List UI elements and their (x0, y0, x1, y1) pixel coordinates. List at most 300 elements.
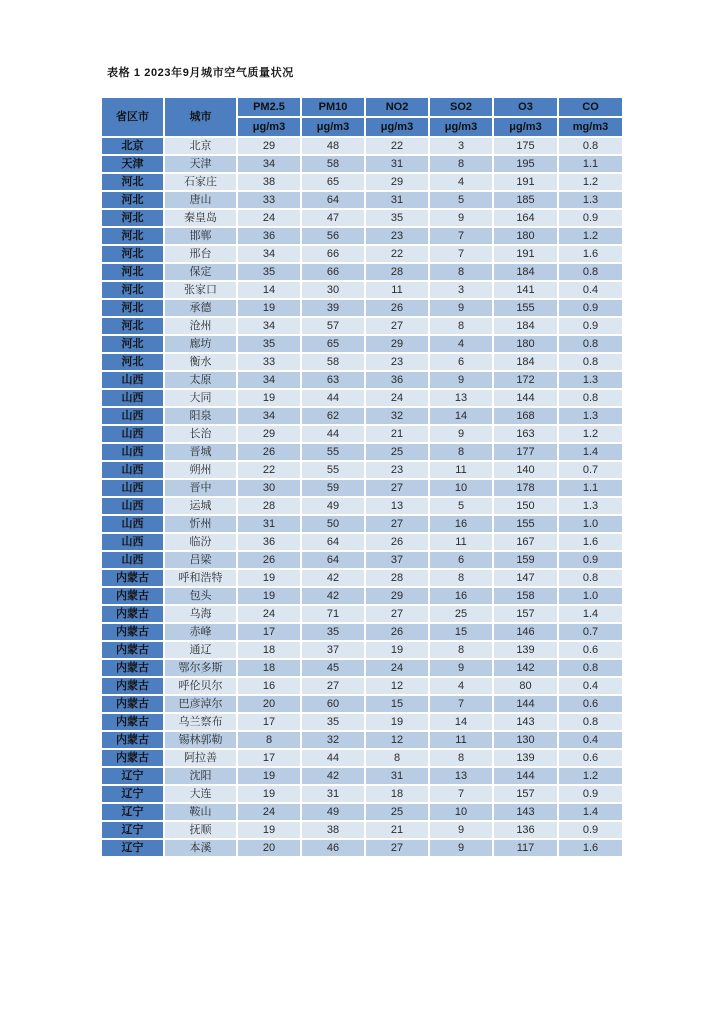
table-row (101, 137, 623, 155)
no2-cell: 21 (365, 821, 429, 839)
table-caption: 表格 1 2023年9月城市空气质量状况 (107, 67, 294, 79)
pm25-cell: 29 (237, 425, 301, 443)
table-row (101, 245, 623, 263)
header-row-names (101, 97, 623, 117)
table-row (101, 479, 623, 497)
table-row (101, 461, 623, 479)
pm10-cell: 55 (301, 443, 365, 461)
city-cell: 长治 (164, 425, 237, 443)
province-cell: 山西 (101, 371, 164, 389)
table-row (101, 533, 623, 551)
pm25-cell: 19 (237, 389, 301, 407)
o3-cell: 164 (493, 209, 558, 227)
table-row (101, 173, 623, 191)
pm25-cell: 22 (237, 461, 301, 479)
table-row (101, 659, 623, 677)
so2-cell: 7 (429, 695, 493, 713)
pm25-cell: 17 (237, 749, 301, 767)
pm10-cell: 44 (301, 389, 365, 407)
city-cell: 衡水 (164, 353, 237, 371)
table-row (101, 263, 623, 281)
pm25-cell: 30 (237, 479, 301, 497)
co-cell: 1.3 (558, 191, 623, 209)
so2-cell: 11 (429, 533, 493, 551)
pm25-cell: 19 (237, 767, 301, 785)
so2-cell: 10 (429, 803, 493, 821)
province-cell: 内蒙古 (101, 659, 164, 677)
city-cell: 赤峰 (164, 623, 237, 641)
o3-cell: 195 (493, 155, 558, 173)
pm10-cell: 42 (301, 767, 365, 785)
so2-cell: 14 (429, 713, 493, 731)
province-cell: 内蒙古 (101, 623, 164, 641)
pm10-cell: 59 (301, 479, 365, 497)
city-cell: 天津 (164, 155, 237, 173)
province-cell: 山西 (101, 551, 164, 569)
city-cell: 呼伦贝尔 (164, 677, 237, 695)
pm25-cell: 31 (237, 515, 301, 533)
city-cell: 抚顺 (164, 821, 237, 839)
pm25-cell: 19 (237, 299, 301, 317)
o3-cell: 144 (493, 389, 558, 407)
table-row (101, 335, 623, 353)
pm25-cell: 34 (237, 371, 301, 389)
o3-cell: 168 (493, 407, 558, 425)
city-cell: 鞍山 (164, 803, 237, 821)
pm10-cell: 46 (301, 839, 365, 857)
no2-cell: 27 (365, 479, 429, 497)
o3-cell: 163 (493, 425, 558, 443)
header-pollutant-name: O3 (493, 97, 558, 117)
city-cell: 晋中 (164, 479, 237, 497)
no2-cell: 19 (365, 641, 429, 659)
city-cell: 运城 (164, 497, 237, 515)
city-cell: 沧州 (164, 317, 237, 335)
o3-cell: 157 (493, 785, 558, 803)
table-row (101, 623, 623, 641)
province-cell: 内蒙古 (101, 641, 164, 659)
pm25-cell: 20 (237, 839, 301, 857)
co-cell: 0.4 (558, 731, 623, 749)
no2-cell: 37 (365, 551, 429, 569)
o3-cell: 139 (493, 749, 558, 767)
table-row (101, 443, 623, 461)
o3-cell: 143 (493, 803, 558, 821)
so2-cell: 7 (429, 227, 493, 245)
co-cell: 0.8 (558, 659, 623, 677)
pm25-cell: 34 (237, 245, 301, 263)
table-row (101, 749, 623, 767)
province-cell: 河北 (101, 191, 164, 209)
city-cell: 通辽 (164, 641, 237, 659)
pm25-cell: 26 (237, 551, 301, 569)
o3-cell: 180 (493, 227, 558, 245)
no2-cell: 27 (365, 317, 429, 335)
pm10-cell: 57 (301, 317, 365, 335)
no2-cell: 25 (365, 803, 429, 821)
so2-cell: 6 (429, 551, 493, 569)
pm25-cell: 14 (237, 281, 301, 299)
so2-cell: 13 (429, 767, 493, 785)
o3-cell: 150 (493, 497, 558, 515)
no2-cell: 15 (365, 695, 429, 713)
pm10-cell: 65 (301, 335, 365, 353)
province-cell: 山西 (101, 533, 164, 551)
o3-cell: 184 (493, 317, 558, 335)
co-cell: 1.2 (558, 767, 623, 785)
no2-cell: 35 (365, 209, 429, 227)
header-pollutant-name: NO2 (365, 97, 429, 117)
pm25-cell: 34 (237, 317, 301, 335)
co-cell: 1.3 (558, 407, 623, 425)
co-cell: 0.6 (558, 695, 623, 713)
co-cell: 1.1 (558, 479, 623, 497)
province-cell: 内蒙古 (101, 677, 164, 695)
city-cell: 呼和浩特 (164, 569, 237, 587)
co-cell: 0.8 (558, 713, 623, 731)
table-row (101, 155, 623, 173)
pm25-cell: 35 (237, 335, 301, 353)
co-cell: 1.4 (558, 443, 623, 461)
province-cell: 内蒙古 (101, 587, 164, 605)
co-cell: 1.3 (558, 497, 623, 515)
no2-cell: 28 (365, 263, 429, 281)
no2-cell: 12 (365, 731, 429, 749)
pm10-cell: 35 (301, 623, 365, 641)
pm25-cell: 20 (237, 695, 301, 713)
no2-cell: 18 (365, 785, 429, 803)
o3-cell: 180 (493, 335, 558, 353)
pm25-cell: 24 (237, 605, 301, 623)
no2-cell: 25 (365, 443, 429, 461)
co-cell: 0.9 (558, 299, 623, 317)
pm10-cell: 47 (301, 209, 365, 227)
pm10-cell: 55 (301, 461, 365, 479)
so2-cell: 3 (429, 137, 493, 155)
o3-cell: 177 (493, 443, 558, 461)
city-cell: 大同 (164, 389, 237, 407)
table-row (101, 191, 623, 209)
o3-cell: 117 (493, 839, 558, 857)
o3-cell: 140 (493, 461, 558, 479)
province-cell: 内蒙古 (101, 569, 164, 587)
o3-cell: 147 (493, 569, 558, 587)
so2-cell: 25 (429, 605, 493, 623)
table-row (101, 731, 623, 749)
document-content (100, 64, 624, 858)
o3-cell: 143 (493, 713, 558, 731)
pm25-cell: 26 (237, 443, 301, 461)
co-cell: 1.4 (558, 605, 623, 623)
so2-cell: 8 (429, 569, 493, 587)
city-cell: 承德 (164, 299, 237, 317)
pm10-cell: 62 (301, 407, 365, 425)
co-cell: 0.8 (558, 137, 623, 155)
city-cell: 邯郸 (164, 227, 237, 245)
province-cell: 山西 (101, 425, 164, 443)
city-cell: 锡林郭勒 (164, 731, 237, 749)
province-cell: 辽宁 (101, 767, 164, 785)
pm10-cell: 64 (301, 191, 365, 209)
no2-cell: 28 (365, 569, 429, 587)
province-cell: 辽宁 (101, 839, 164, 857)
co-cell: 1.2 (558, 173, 623, 191)
o3-cell: 175 (493, 137, 558, 155)
header-pollutant-name: CO (558, 97, 623, 117)
province-cell: 天津 (101, 155, 164, 173)
no2-cell: 29 (365, 173, 429, 191)
no2-cell: 22 (365, 245, 429, 263)
pm10-cell: 39 (301, 299, 365, 317)
no2-cell: 11 (365, 281, 429, 299)
city-cell: 晋城 (164, 443, 237, 461)
co-cell: 1.6 (558, 245, 623, 263)
so2-cell: 8 (429, 641, 493, 659)
city-cell: 唐山 (164, 191, 237, 209)
so2-cell: 16 (429, 515, 493, 533)
table-row (101, 209, 623, 227)
province-cell: 河北 (101, 335, 164, 353)
no2-cell: 31 (365, 767, 429, 785)
province-cell: 北京 (101, 137, 164, 155)
table-row (101, 587, 623, 605)
pm25-cell: 35 (237, 263, 301, 281)
pm10-cell: 27 (301, 677, 365, 695)
pm25-cell: 18 (237, 641, 301, 659)
pm10-cell: 44 (301, 425, 365, 443)
pm25-cell: 19 (237, 587, 301, 605)
province-cell: 山西 (101, 443, 164, 461)
co-cell: 1.0 (558, 515, 623, 533)
pm10-cell: 37 (301, 641, 365, 659)
province-cell: 内蒙古 (101, 695, 164, 713)
so2-cell: 8 (429, 443, 493, 461)
header-pollutant-unit: μg/m3 (301, 117, 365, 137)
no2-cell: 26 (365, 299, 429, 317)
header-pollutant-name: SO2 (429, 97, 493, 117)
table-row (101, 713, 623, 731)
header-pollutant-unit: μg/m3 (493, 117, 558, 137)
no2-cell: 29 (365, 587, 429, 605)
city-cell: 鄂尔多斯 (164, 659, 237, 677)
table-row (101, 803, 623, 821)
o3-cell: 80 (493, 677, 558, 695)
so2-cell: 9 (429, 209, 493, 227)
pm25-cell: 38 (237, 173, 301, 191)
province-cell: 山西 (101, 515, 164, 533)
co-cell: 1.4 (558, 803, 623, 821)
so2-cell: 8 (429, 749, 493, 767)
co-cell: 0.8 (558, 569, 623, 587)
o3-cell: 144 (493, 767, 558, 785)
pm25-cell: 24 (237, 209, 301, 227)
table-row (101, 371, 623, 389)
o3-cell: 139 (493, 641, 558, 659)
co-cell: 0.6 (558, 641, 623, 659)
no2-cell: 27 (365, 839, 429, 857)
province-cell: 辽宁 (101, 803, 164, 821)
so2-cell: 9 (429, 371, 493, 389)
pm10-cell: 58 (301, 353, 365, 371)
city-cell: 乌兰察布 (164, 713, 237, 731)
so2-cell: 3 (429, 281, 493, 299)
province-cell: 山西 (101, 461, 164, 479)
city-cell: 邢台 (164, 245, 237, 263)
city-cell: 吕梁 (164, 551, 237, 569)
so2-cell: 11 (429, 731, 493, 749)
no2-cell: 23 (365, 227, 429, 245)
pm10-cell: 35 (301, 713, 365, 731)
city-cell: 本溪 (164, 839, 237, 857)
so2-cell: 10 (429, 479, 493, 497)
city-cell: 阳泉 (164, 407, 237, 425)
no2-cell: 24 (365, 389, 429, 407)
table-row (101, 551, 623, 569)
co-cell: 1.1 (558, 155, 623, 173)
o3-cell: 130 (493, 731, 558, 749)
co-cell: 1.6 (558, 839, 623, 857)
so2-cell: 6 (429, 353, 493, 371)
no2-cell: 27 (365, 605, 429, 623)
pm10-cell: 65 (301, 173, 365, 191)
pm10-cell: 50 (301, 515, 365, 533)
o3-cell: 191 (493, 173, 558, 191)
co-cell: 0.4 (558, 677, 623, 695)
no2-cell: 26 (365, 623, 429, 641)
no2-cell: 31 (365, 155, 429, 173)
pm10-cell: 66 (301, 245, 365, 263)
pm10-cell: 48 (301, 137, 365, 155)
table-row (101, 695, 623, 713)
o3-cell: 159 (493, 551, 558, 569)
so2-cell: 7 (429, 785, 493, 803)
province-cell: 河北 (101, 245, 164, 263)
so2-cell: 4 (429, 173, 493, 191)
co-cell: 0.9 (558, 551, 623, 569)
header-pollutant-unit: mg/m3 (558, 117, 623, 137)
co-cell: 1.2 (558, 227, 623, 245)
pm10-cell: 42 (301, 587, 365, 605)
table-row (101, 425, 623, 443)
no2-cell: 24 (365, 659, 429, 677)
table-row (101, 281, 623, 299)
province-cell: 内蒙古 (101, 731, 164, 749)
table-row (101, 515, 623, 533)
pm10-cell: 64 (301, 551, 365, 569)
no2-cell: 13 (365, 497, 429, 515)
city-cell: 朔州 (164, 461, 237, 479)
co-cell: 0.7 (558, 461, 623, 479)
co-cell: 0.6 (558, 749, 623, 767)
header-city: 城市 (164, 97, 237, 137)
pm25-cell: 36 (237, 533, 301, 551)
table-row (101, 641, 623, 659)
province-cell: 内蒙古 (101, 713, 164, 731)
province-cell: 河北 (101, 353, 164, 371)
so2-cell: 16 (429, 587, 493, 605)
table-row (101, 839, 623, 857)
o3-cell: 142 (493, 659, 558, 677)
pm10-cell: 56 (301, 227, 365, 245)
province-cell: 山西 (101, 497, 164, 515)
city-cell: 阿拉善 (164, 749, 237, 767)
city-cell: 保定 (164, 263, 237, 281)
city-cell: 石家庄 (164, 173, 237, 191)
co-cell: 1.0 (558, 587, 623, 605)
so2-cell: 9 (429, 659, 493, 677)
city-cell: 廊坊 (164, 335, 237, 353)
city-cell: 大连 (164, 785, 237, 803)
co-cell: 0.4 (558, 281, 623, 299)
pm25-cell: 19 (237, 821, 301, 839)
so2-cell: 9 (429, 299, 493, 317)
header-pollutant-name: PM10 (301, 97, 365, 117)
so2-cell: 9 (429, 821, 493, 839)
so2-cell: 9 (429, 839, 493, 857)
so2-cell: 11 (429, 461, 493, 479)
so2-cell: 7 (429, 245, 493, 263)
no2-cell: 27 (365, 515, 429, 533)
city-cell: 秦皇岛 (164, 209, 237, 227)
pm10-cell: 30 (301, 281, 365, 299)
province-cell: 河北 (101, 227, 164, 245)
province-cell: 辽宁 (101, 821, 164, 839)
no2-cell: 29 (365, 335, 429, 353)
so2-cell: 8 (429, 317, 493, 335)
pm25-cell: 19 (237, 569, 301, 587)
header-pollutant-name: PM2.5 (237, 97, 301, 117)
o3-cell: 158 (493, 587, 558, 605)
province-cell: 山西 (101, 479, 164, 497)
co-cell: 0.9 (558, 785, 623, 803)
o3-cell: 136 (493, 821, 558, 839)
o3-cell: 172 (493, 371, 558, 389)
province-cell: 山西 (101, 407, 164, 425)
pm10-cell: 64 (301, 533, 365, 551)
city-cell: 巴彦淖尔 (164, 695, 237, 713)
province-cell: 内蒙古 (101, 605, 164, 623)
co-cell: 0.9 (558, 821, 623, 839)
header-pollutant-unit: μg/m3 (429, 117, 493, 137)
header-province: 省区市 (101, 97, 164, 137)
so2-cell: 14 (429, 407, 493, 425)
pm10-cell: 58 (301, 155, 365, 173)
table-row (101, 389, 623, 407)
table-row (101, 569, 623, 587)
table-row (101, 353, 623, 371)
co-cell: 1.3 (558, 371, 623, 389)
province-cell: 辽宁 (101, 785, 164, 803)
table-row (101, 767, 623, 785)
so2-cell: 5 (429, 497, 493, 515)
pm25-cell: 16 (237, 677, 301, 695)
o3-cell: 141 (493, 281, 558, 299)
co-cell: 1.6 (558, 533, 623, 551)
no2-cell: 8 (365, 749, 429, 767)
pm25-cell: 19 (237, 785, 301, 803)
pm10-cell: 32 (301, 731, 365, 749)
no2-cell: 36 (365, 371, 429, 389)
o3-cell: 191 (493, 245, 558, 263)
province-cell: 河北 (101, 263, 164, 281)
co-cell: 0.9 (558, 317, 623, 335)
co-cell: 1.2 (558, 425, 623, 443)
table-row (101, 497, 623, 515)
o3-cell: 146 (493, 623, 558, 641)
pm10-cell: 60 (301, 695, 365, 713)
pm10-cell: 31 (301, 785, 365, 803)
pm25-cell: 33 (237, 353, 301, 371)
